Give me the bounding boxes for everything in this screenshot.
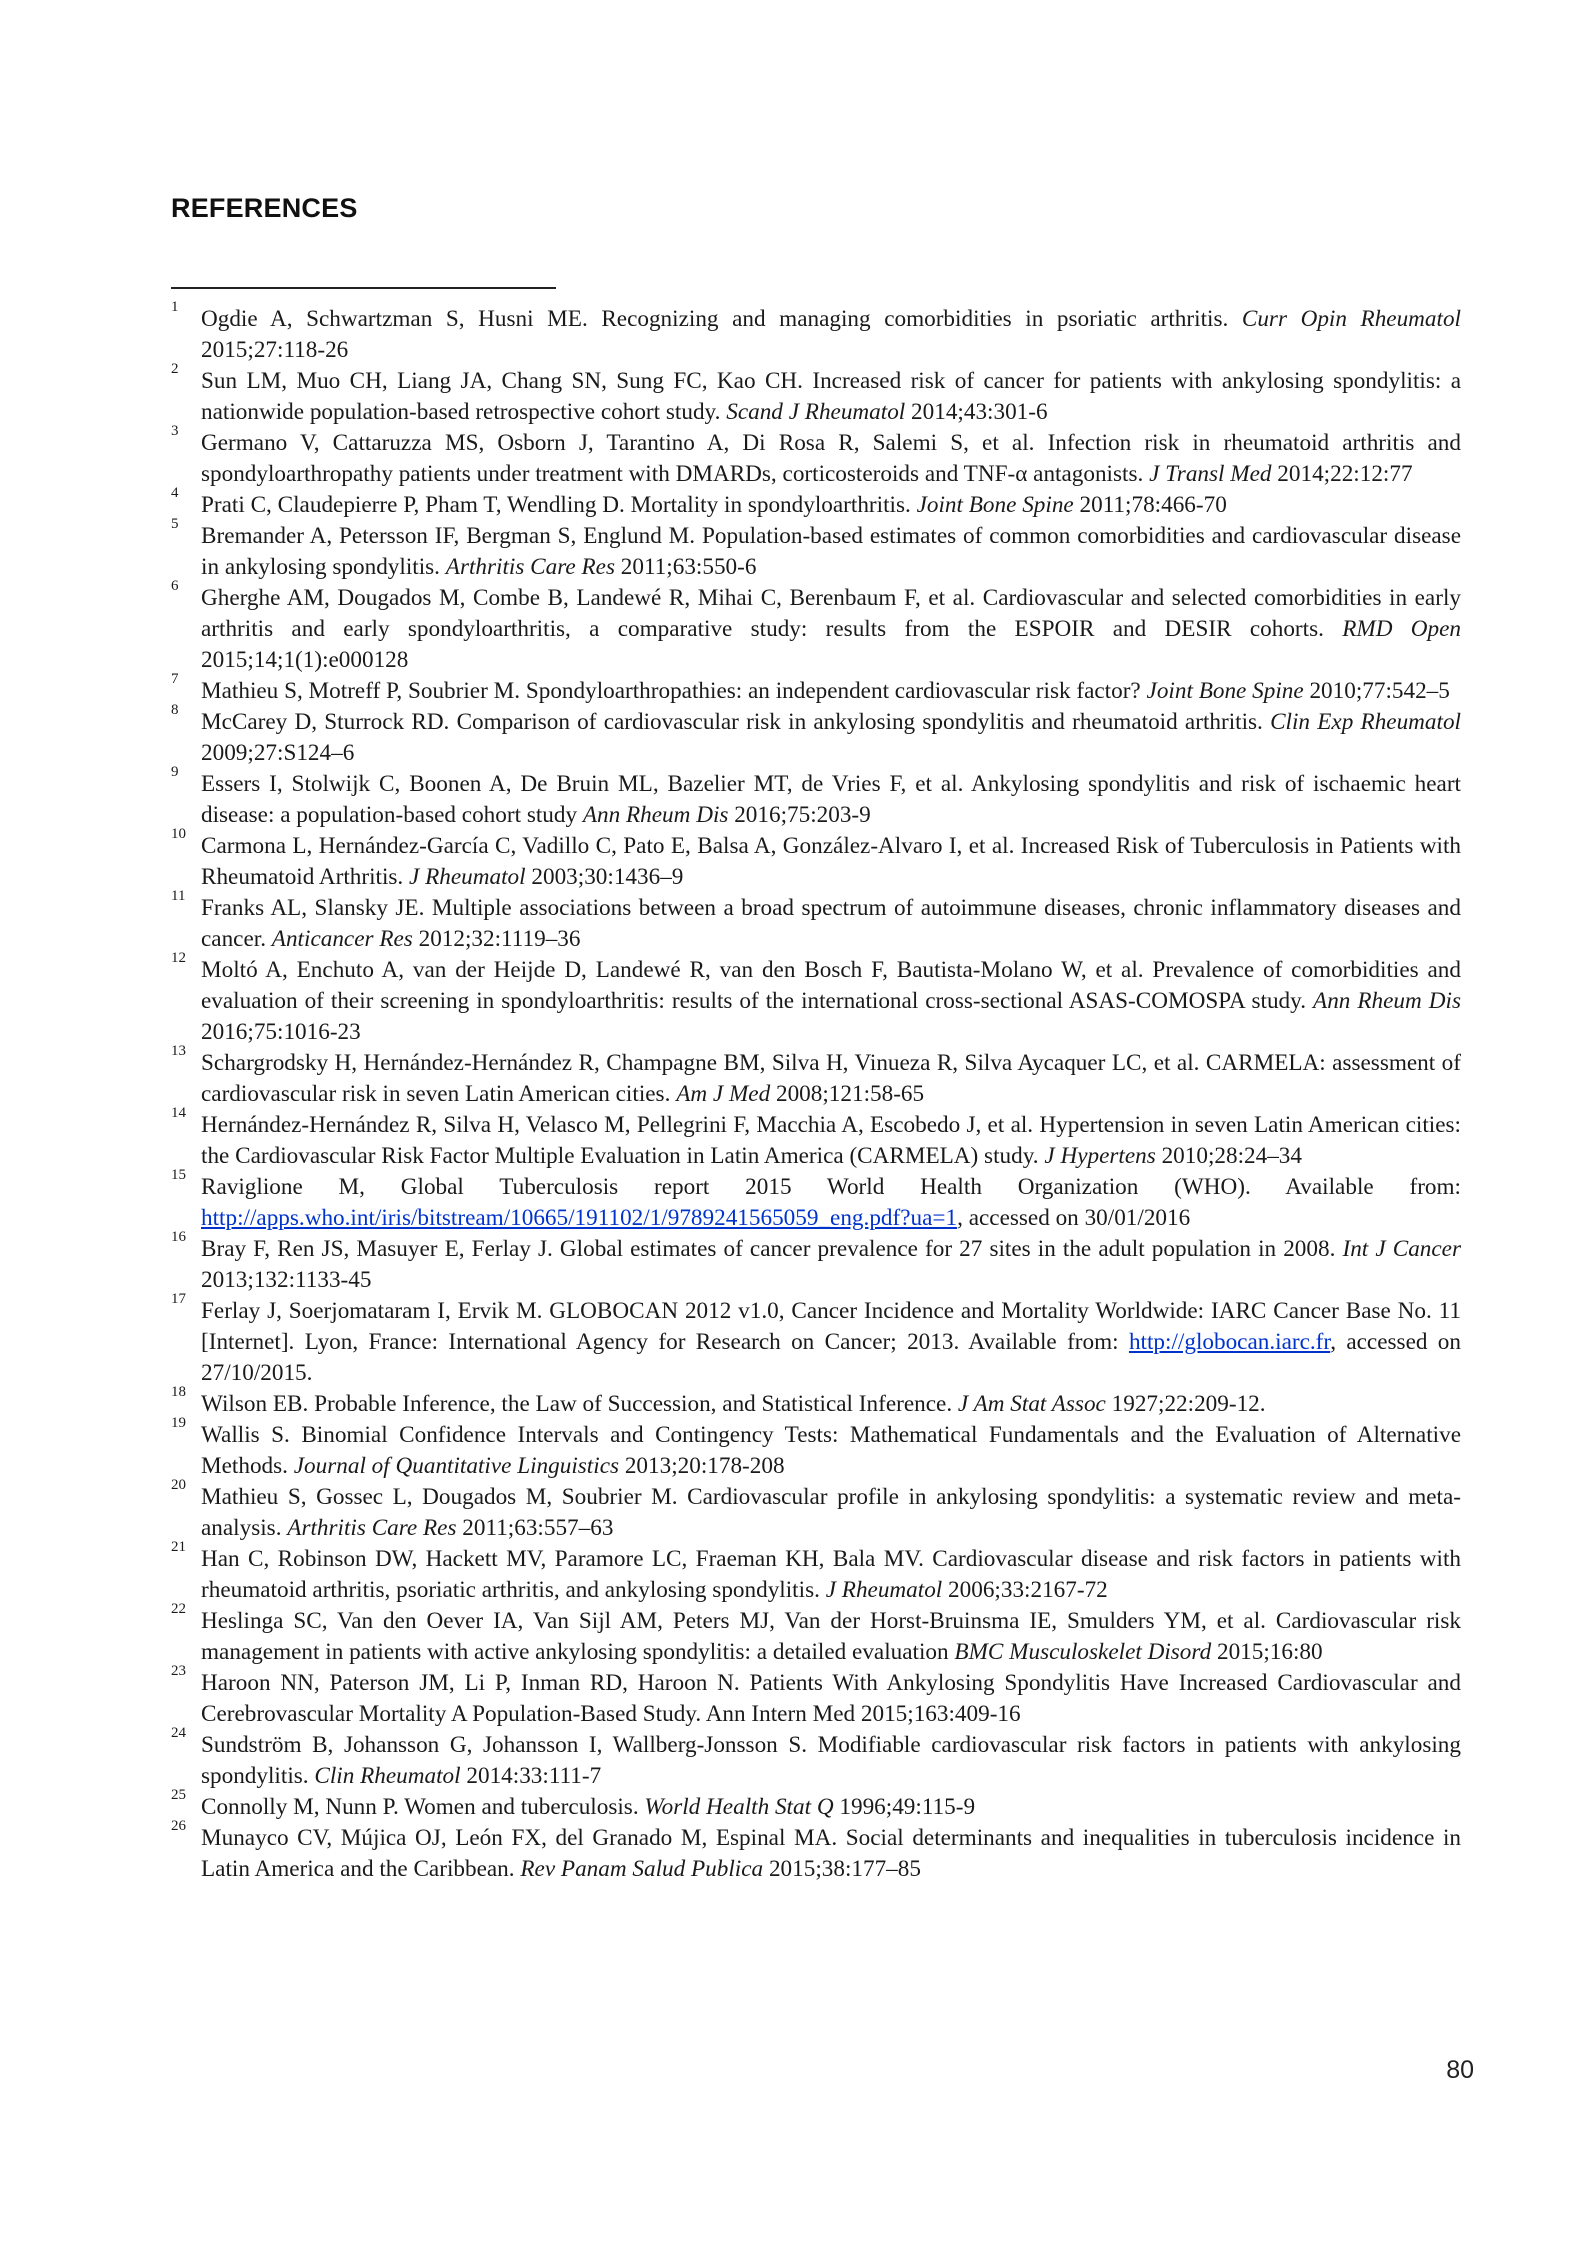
reference-citation: 1996;49:115-9 (833, 1794, 976, 1820)
reference-text: Gherghe AM, Dougados M, Combe B, Landewé R, Mihai C, Berenbaum F, et al. Cardiovascular and selected comorbidities in early arthritis and early spondyloarthritis, a comparative study: results from the ESPOIR and DESIR cohorts. (201, 585, 1461, 642)
reference-text: Raviglione M, Global Tuberculosis report 2015 World Health Organization (WHO). Available from: (201, 1174, 1461, 1200)
reference-citation: 2011;78:466-70 (1073, 492, 1227, 518)
reference-citation: 2015;16:80 (1211, 1639, 1323, 1665)
reference-item (171, 1601, 1461, 1668)
reference-journal: Anticancer Res (271, 926, 413, 952)
reference-item (171, 1818, 1461, 1885)
reference-item (171, 1105, 1461, 1172)
reference-number: 6 (171, 578, 179, 594)
reference-citation: 2015;38:177–85 (763, 1856, 921, 1882)
reference-item (171, 361, 1461, 428)
reference-number: 8 (171, 702, 179, 718)
reference-number: 15 (171, 1167, 186, 1183)
reference-citation: 2009;27:S124–6 (201, 740, 355, 766)
reference-number: 11 (171, 888, 186, 904)
reference-text: Connolly M, Nunn P. Women and tuberculosis. (201, 1794, 645, 1820)
reference-text: Sun LM, Muo CH, Liang JA, Chang SN, Sung FC, Kao CH. Increased risk of cancer for patients with ankylosing spondylitis: a nationwide population-based retrospective cohort study. (201, 368, 1461, 425)
reference-item (171, 671, 1461, 707)
reference-item (171, 1291, 1461, 1389)
reference-number: 7 (171, 671, 179, 687)
reference-journal: Joint Bone Spine (916, 492, 1074, 518)
reference-text: Mathieu S, Motreff P, Soubrier M. Spondyloarthropathies: an independent cardiovascular risk factor? (201, 678, 1147, 704)
reference-citation: 2016;75:203-9 (728, 802, 871, 828)
reference-journal: Journal of Quantitative Linguistics (293, 1453, 620, 1479)
reference-text: Hernández-Hernández R, Silva H, Velasco M, Pellegrini F, Macchia A, Escobedo J, et al. Hypertension in seven Latin American cities: the Cardiovascular Risk Factor Multiple Evaluation in Latin America (CARMELA) study. (201, 1112, 1461, 1169)
reference-journal: J Am Stat Assoc (957, 1391, 1106, 1417)
reference-text: Schargrodsky H, Hernández-Hernández R, Champagne BM, Silva H, Vinueza R, Silva Aycaquer LC, et al. CARMELA: assessment of cardiovascular risk in seven Latin American cities. (201, 1050, 1461, 1107)
reference-number: 4 (171, 485, 179, 501)
reference-item (171, 1384, 1461, 1420)
reference-journal: Arthritis Care Res (287, 1515, 457, 1541)
reference-item (171, 299, 1461, 366)
reference-text: Prati C, Claudepierre P, Pham T, Wendling D. Mortality in spondyloarthritis. (201, 492, 917, 518)
reference-journal: World Health Stat Q (644, 1794, 834, 1820)
reference-citation: 2014:33:111-7 (460, 1763, 602, 1789)
reference-journal: Clin Rheumatol (314, 1763, 461, 1789)
reference-journal: J Rheumatol (825, 1577, 943, 1603)
reference-text: Mathieu S, Gossec L, Dougados M, Soubrier M. Cardiovascular profile in ankylosing spondylitis: a systematic review and meta-analysis. (201, 1484, 1461, 1541)
reference-citation: 2016;75:1016-23 (201, 1019, 361, 1045)
reference-number: 20 (171, 1477, 186, 1493)
reference-journal: Joint Bone Spine (1146, 678, 1304, 704)
reference-number: 5 (171, 516, 179, 532)
reference-citation: 2014;43:301-6 (905, 399, 1048, 425)
reference-item (171, 485, 1461, 521)
reference-journal: Rev Panam Salud Publica (520, 1856, 764, 1882)
reference-item (171, 1787, 1461, 1823)
reference-number: 9 (171, 764, 179, 780)
reference-item (171, 1663, 1461, 1730)
reference-text: Germano V, Cattaruzza MS, Osborn J, Tarantino A, Di Rosa R, Salemi S, et al. Infection risk in rheumatoid arthritis and spondyloarthropathy patients under treatment with DMARDs, corticosteroids and TNF-α antagonists. (201, 430, 1461, 487)
reference-number: 25 (171, 1787, 186, 1803)
reference-number: 26 (171, 1818, 186, 1834)
reference-text: Carmona L, Hernández-García C, Vadillo C, Pato E, Balsa A, González-Alvaro I, et al. Increased Risk of Tuberculosis in Patients with Rheumatoid Arthritis. (201, 833, 1461, 890)
reference-journal: Ann Rheum Dis (1313, 988, 1461, 1014)
reference-citation: 2010;28:24–34 (1155, 1143, 1302, 1169)
reference-number: 16 (171, 1229, 186, 1245)
reference-number: 23 (171, 1663, 186, 1679)
reference-item (171, 1539, 1461, 1606)
reference-journal: Am J Med (676, 1081, 771, 1107)
reference-text: Ferlay J, Soerjomataram I, Ervik M. GLOBOCAN 2012 v1.0, Cancer Incidence and Mortality Worldwide: IARC Cancer Base No. 11 [Internet]. Lyon, France: International Agency for Research on Cancer; 2013. Available from: (201, 1298, 1461, 1355)
reference-journal: J Transl Med (1149, 461, 1272, 487)
reference-text: Munayco CV, Mújica OJ, León FX, del Granado M, Espinal MA. Social determinants and inequalities in tuberculosis incidence in Latin America and the Caribbean. (201, 1825, 1461, 1882)
reference-text: Heslinga SC, Van den Oever IA, Van Sijl AM, Peters MJ, Van der Horst-Bruinsma IE, Smulders YM, et al. Cardiovascular risk management in patients with active ankylosing spondylitis: a detailed evaluation (201, 1608, 1461, 1665)
reference-journal: Int J Cancer (1342, 1236, 1461, 1262)
reference-text: Essers I, Stolwijk C, Boonen A, De Bruin ML, Bazelier MT, de Vries F, et al. Ankylosing spondylitis and risk of ischaemic heart disease: a population-based cohort study (201, 771, 1461, 828)
reference-number: 10 (171, 826, 186, 842)
reference-number: 3 (171, 423, 179, 439)
reference-journal: J Rheumatol (409, 864, 526, 890)
reference-citation: 2015;14;1(1):e000128 (201, 647, 409, 673)
reference-number: 22 (171, 1601, 186, 1617)
page-heading: REFERENCES (171, 193, 358, 223)
reference-item (171, 516, 1461, 583)
reference-citation: 2011;63:557–63 (456, 1515, 614, 1541)
reference-citation: 2015;27:118-26 (201, 337, 349, 363)
reference-item (171, 1725, 1461, 1792)
reference-item (171, 764, 1461, 831)
reference-journal: Clin Exp Rheumatol (1270, 709, 1461, 735)
reference-text: Franks AL, Slansky JE. Multiple associations between a broad spectrum of autoimmune diseases, chronic inflammatory diseases and cancer. (201, 895, 1461, 952)
reference-item (171, 702, 1461, 769)
reference-text: Bremander A, Petersson IF, Bergman S, Englund M. Population-based estimates of common comorbidities and cardiovascular disease in ankylosing spondylitis. (201, 523, 1461, 580)
reference-item (171, 1167, 1461, 1234)
reference-text: McCarey D, Sturrock RD. Comparison of cardiovascular risk in ankylosing spondylitis and rheumatoid arthritis. (201, 709, 1271, 735)
reference-item (171, 1477, 1461, 1544)
reference-item (171, 888, 1461, 955)
reference-journal: Ann Rheum Dis (582, 802, 729, 828)
reference-link[interactable]: http://apps.who.int/iris/bitstream/10665/191102/1/9789241565059_eng.pdf?ua=1 (201, 1205, 958, 1231)
reference-text: Sundström B, Johansson G, Johansson I, Wallberg-Jonsson S. Modifiable cardiovascular risk factors in patients with ankylosing spondylitis. (201, 1732, 1461, 1789)
reference-citation: 2010;77:542–5 (1303, 678, 1450, 704)
reference-link[interactable]: http://globocan.iarc.fr (1128, 1329, 1331, 1355)
reference-citation: , accessed on 27/10/2015. (201, 1329, 1461, 1386)
reference-item (171, 950, 1461, 1048)
reference-citation: 2006;33:2167-72 (942, 1577, 1108, 1603)
reference-item (171, 578, 1461, 676)
reference-citation: 2012;32:1119–36 (412, 926, 581, 952)
reference-text: Ogdie A, Schwartzman S, Husni ME. Recognizing and managing comorbidities in psoriatic arthritis. (201, 306, 1242, 332)
reference-number: 1 (171, 299, 179, 315)
reference-item (171, 1043, 1461, 1110)
reference-journal: J Hypertens (1044, 1143, 1156, 1169)
reference-text: Bray F, Ren JS, Masuyer E, Ferlay J. Global estimates of cancer prevalence for 27 sites in the adult population in 2008. (201, 1236, 1343, 1262)
reference-number: 17 (171, 1291, 186, 1307)
reference-item (171, 1229, 1461, 1296)
reference-number: 12 (171, 950, 186, 966)
reference-number: 24 (171, 1725, 186, 1741)
reference-number: 14 (171, 1105, 186, 1121)
reference-journal: RMD Open (1342, 616, 1461, 642)
page-number: 80 (1446, 2056, 1474, 2084)
reference-citation: 2014;22:12:77 (1271, 461, 1413, 487)
reference-number: 18 (171, 1384, 186, 1400)
reference-number: 2 (171, 361, 179, 377)
reference-journal: Scand J Rheumatol (726, 399, 906, 425)
reference-citation: 2013;20:178-208 (619, 1453, 785, 1479)
reference-text: Moltó A, Enchuto A, van der Heijde D, Landewé R, van den Bosch F, Bautista-Molano W, et al. Prevalence of comorbidities and evaluation of their screening in spondyloarthritis: results of the international cross-sectional ASAS-COMOSPA study. (201, 957, 1461, 1014)
reference-citation: , accessed on 30/01/2016 (957, 1205, 1191, 1231)
reference-journal: Curr Opin Rheumatol (1241, 306, 1461, 332)
reference-text: Haroon NN, Paterson JM, Li P, Inman RD, Haroon N. Patients With Ankylosing Spondylitis Have Increased Cardiovascular and Cerebrovascular Mortality A Population-Based Study. Ann Intern Med 2015;163:409-16 (201, 1670, 1461, 1727)
reference-number: 21 (171, 1539, 186, 1555)
reference-citation: 2008;121:58-65 (770, 1081, 925, 1107)
reference-item (171, 423, 1461, 490)
reference-text: Wilson EB. Probable Inference, the Law of Succession, and Statistical Inference. (201, 1391, 958, 1417)
reference-item (171, 1415, 1461, 1482)
reference-number: 13 (171, 1043, 186, 1059)
reference-number: 19 (171, 1415, 186, 1431)
reference-citation: 2013;132:1133-45 (201, 1267, 372, 1293)
reference-item (171, 826, 1461, 893)
reference-text: Wallis S. Binomial Confidence Intervals and Contingency Tests: Mathematical Fundamentals and the Evaluation of Alternative Methods. (201, 1422, 1461, 1479)
footnote-separator-rule (171, 287, 556, 289)
reference-citation: 2003;30:1436–9 (525, 864, 684, 890)
reference-list (171, 299, 1461, 1885)
reference-journal: Arthritis Care Res (445, 554, 615, 580)
reference-text: Han C, Robinson DW, Hackett MV, Paramore LC, Fraeman KH, Bala MV. Cardiovascular disease and risk factors in patients with rheumatoid arthritis, psoriatic arthritis, and ankylosing spondylitis. (201, 1546, 1461, 1603)
reference-citation: 2011;63:550-6 (614, 554, 757, 580)
reference-journal: BMC Musculoskelet Disord (954, 1639, 1212, 1665)
reference-citation: 1927;22:209-12. (1105, 1391, 1266, 1417)
